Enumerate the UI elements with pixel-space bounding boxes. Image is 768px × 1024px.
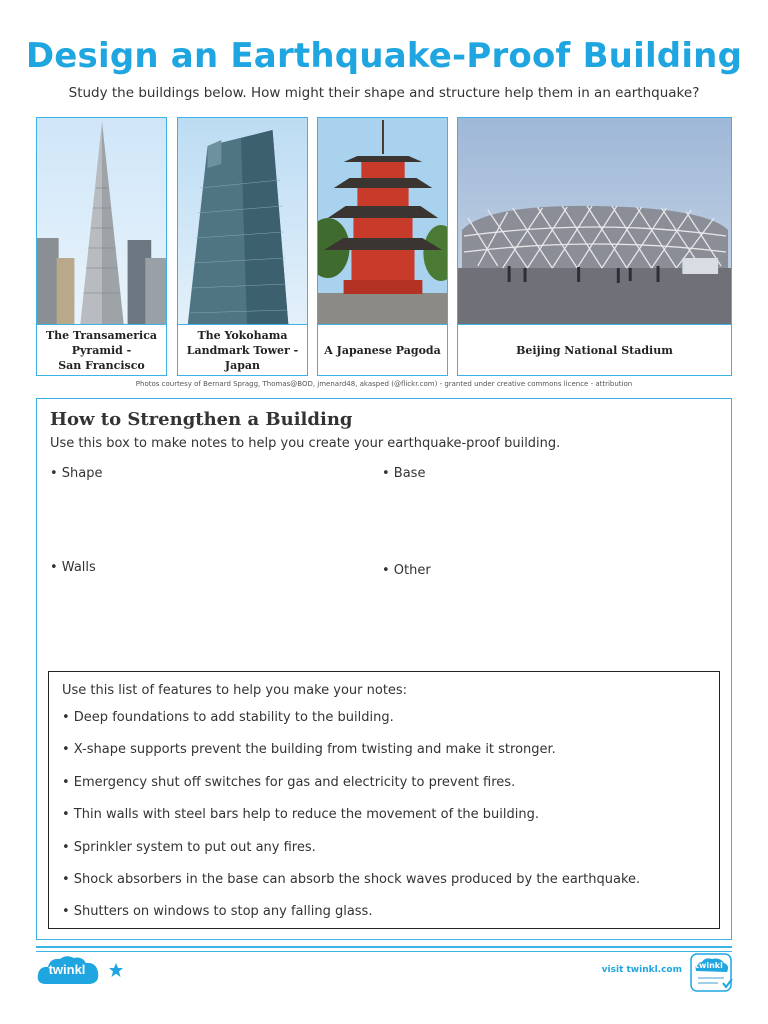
list-item: • Shutters on windows to stop any falling glass. [62, 904, 373, 920]
transamerica-pyramid-photo [37, 118, 166, 324]
building-card-beijing [457, 117, 732, 376]
quality-badge-icon [690, 953, 734, 993]
visit-link[interactable]: visit twinkl.com [601, 965, 682, 975]
building-caption: The Transamerica Pyramid - San Francisco [37, 324, 166, 375]
list-item: • Thin walls with steel bars help to reduce the movement of the building. [62, 807, 539, 823]
prompt-base: • Base [382, 466, 426, 481]
building-caption: Beijing National Stadium [458, 324, 731, 375]
building-card-yokohama [177, 117, 308, 376]
building-caption: A Japanese Pagoda [318, 324, 447, 375]
building-caption: The Yokohama Landmark Tower - Japan [178, 324, 307, 375]
notes-intro: Use this box to make notes to help you create your earthquake-proof building. [50, 436, 561, 451]
list-item: • Deep foundations to add stability to the building. [62, 710, 394, 725]
footer-divider-thin [36, 951, 732, 952]
prompt-shape: • Shape [50, 466, 103, 481]
building-card-pagoda [317, 117, 448, 376]
list-item: • X-shape supports prevent the building from twisting and make it stronger. [62, 742, 556, 758]
photo-credits: Photos courtesy of Bernard Spragg, Thomas@BOD, jmenard48, akasped (@flickr.com) - granted under creative commons licence - attribution [135, 380, 633, 388]
beijing-stadium-photo [458, 118, 731, 324]
list-item: • Emergency shut off switches for gas and electricity to prevent fires. [62, 774, 516, 790]
page-title: Design an Earthquake-Proof Building [25, 36, 743, 76]
footer-divider [36, 946, 732, 948]
twinkl-logo-text: twinkl [48, 962, 86, 977]
page-subtitle: Study the buildings below. How might their shape and structure help them in an earthquake? [68, 85, 700, 101]
notes-box [36, 398, 732, 940]
star-icon [108, 962, 124, 978]
features-lead: Use this list of features to help you make your notes: [62, 683, 408, 698]
notes-title: How to Strengthen a Building [50, 409, 353, 430]
list-item: • Shock absorbers in the base can absorb the shock waves produced by the earthquake. [62, 871, 641, 887]
prompt-walls: • Walls [50, 560, 96, 575]
yokohama-tower-photo [178, 118, 307, 324]
features-list [62, 710, 713, 937]
list-item: • Sprinkler system to put out any fires. [62, 839, 316, 855]
badge-text: twinkl [695, 961, 723, 970]
japanese-pagoda-photo [318, 118, 447, 324]
features-list-box [48, 671, 720, 929]
building-card-transamerica [36, 117, 167, 376]
prompt-other: • Other [382, 563, 431, 578]
